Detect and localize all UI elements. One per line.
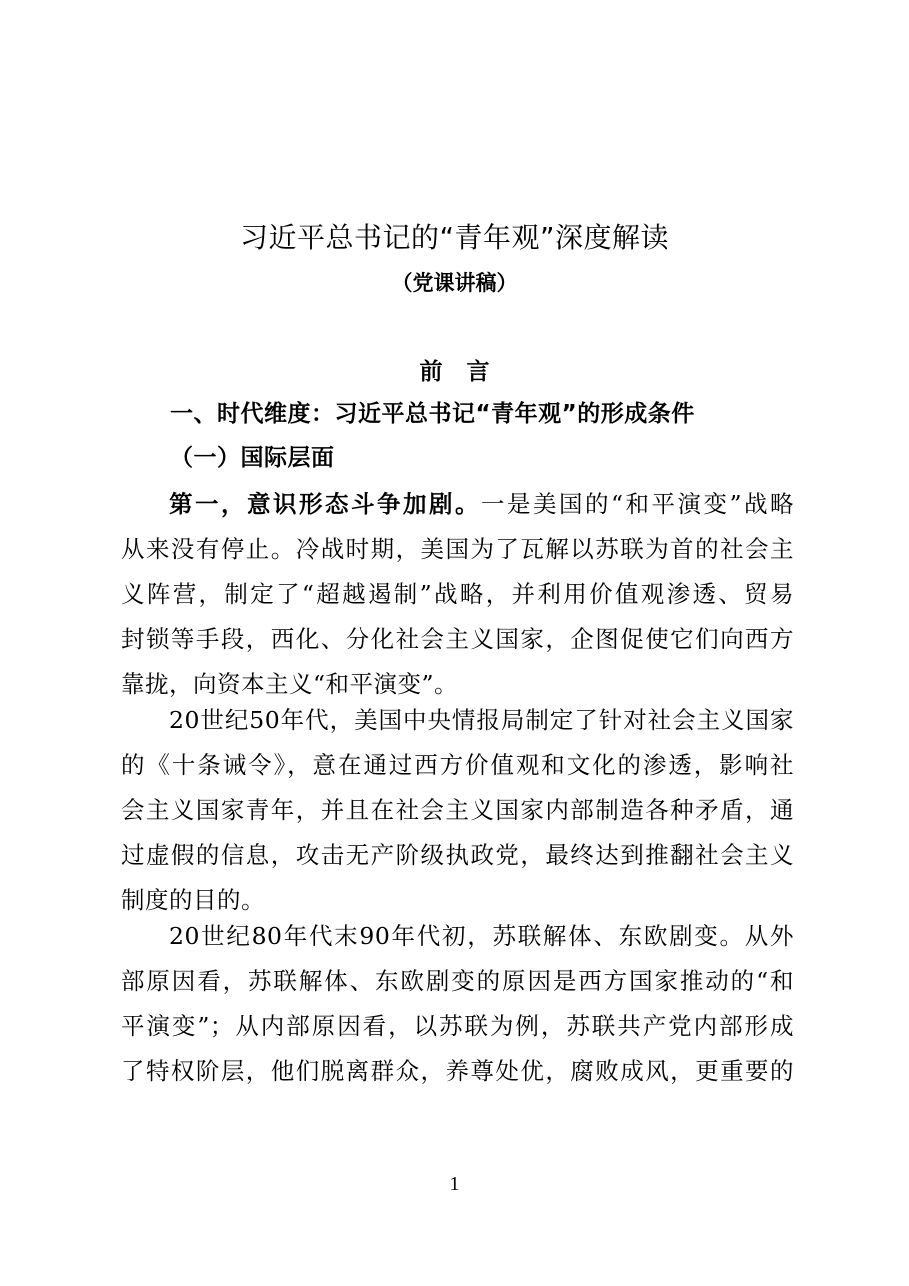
- page-number: 1: [449, 1173, 460, 1195]
- paragraph-line: 部原因看，苏联解体、东欧剧变的原因是西方国家推动的“和: [121, 967, 794, 995]
- paragraph-lead: 第一，意识形态斗争加剧。: [169, 490, 481, 518]
- document-subtitle: （党课讲稿）: [391, 271, 518, 295]
- section-heading: 一、时代维度：习近平总书记“青年观”的形成条件: [170, 401, 695, 427]
- paragraph-line: 封锁等手段，西化、分化社会主义国家，企图促使它们向西方: [121, 625, 794, 653]
- paragraph: [121, 914, 794, 1094]
- paragraph-line: 从来没有停止。冷战时期，美国为了瓦解以苏联为首的社会主: [121, 535, 794, 563]
- paragraph-line: 了特权阶层，他们脱离群众，养尊处优，腐败成风，更重要的: [121, 1057, 794, 1085]
- paragraph-line: 20世纪80年代末90年代初，苏联解体、东欧剧变。从外: [169, 922, 794, 950]
- paragraph-line: 的《十条诫令》，意在通过西方价值观和文化的渗透，影响社: [121, 751, 794, 779]
- paragraph-line: 靠拢，向资本主义“和平演变”。: [121, 670, 459, 698]
- paragraph-line: 义阵营，制定了“超越遏制”战略，并利用价值观渗透、贸易: [121, 580, 794, 608]
- paragraph-line: 制度的目的。: [121, 886, 265, 914]
- document-title: 习近平总书记的“青年观”深度解读: [239, 221, 669, 254]
- paragraph-line: 过虚假的信息，攻击无产阶级执政党，最终达到推翻社会主义: [121, 841, 794, 869]
- paragraph-line: 20世纪50年代，美国中央情报局制定了针对社会主义国家: [169, 706, 794, 734]
- paragraph-line: [121, 482, 794, 527]
- paragraph: [121, 698, 794, 923]
- paragraph: [121, 482, 794, 707]
- paragraph-text: 一是美国的“和平演变”战略: [480, 490, 794, 518]
- subsection-heading: （一）国际层面: [170, 445, 335, 471]
- preface-heading: 前言: [419, 359, 514, 385]
- paragraph-line: 会主义国家青年，并且在社会主义国家内部制造各种矛盾，通: [121, 796, 794, 824]
- paragraph-line: 平演变”；从内部原因看，以苏联为例，苏联共产党内部形成: [121, 1012, 794, 1040]
